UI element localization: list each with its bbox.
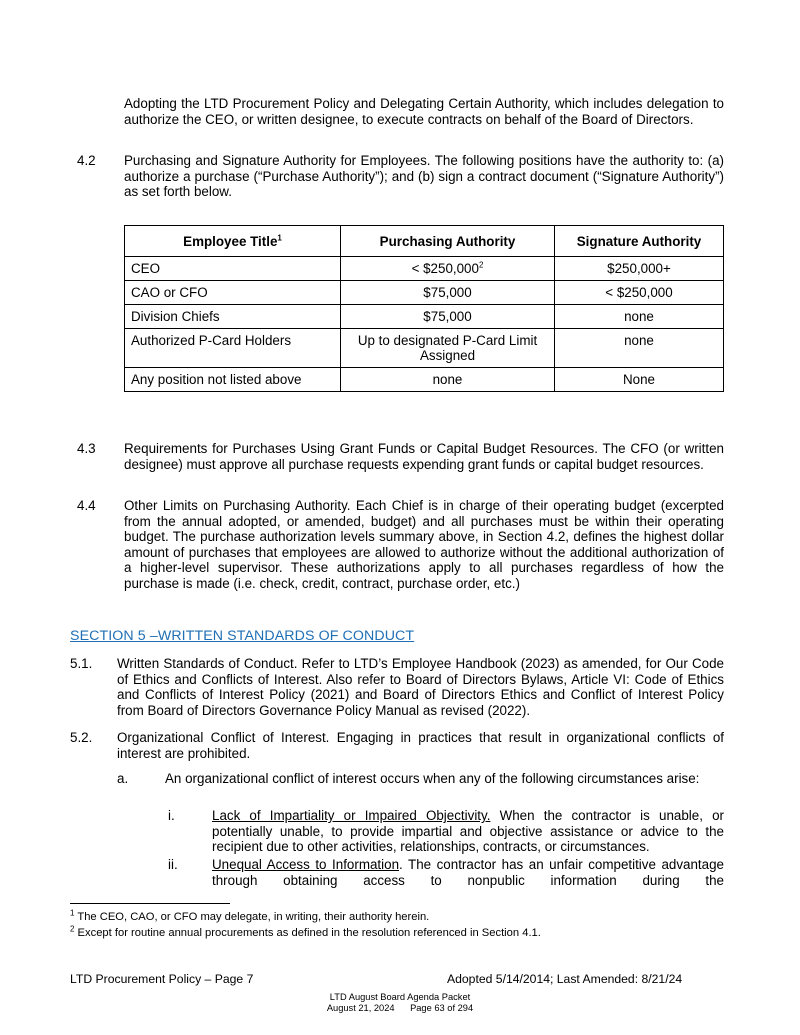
section-5-2-text: Organizational Conflict of Interest. Engaging in practices that result in organizational conflicts of interest are prohibited. [117, 730, 724, 761]
packet-line-1: LTD August Board Agenda Packet [329, 992, 471, 1002]
section-5-2-number: 5.2. [70, 730, 93, 745]
table-row [125, 305, 724, 329]
table-row [125, 368, 724, 392]
cell-purchasing: none [341, 368, 555, 392]
item-ii-text [212, 857, 724, 888]
header-employee-title: Employee Title$^1$ [125, 226, 341, 257]
cell-signature: $250,000+ [555, 257, 724, 281]
item-a-text: An organizational conflict of interest occurs when any of the following circumstances arise: [165, 771, 700, 786]
item-i-body: When the contractor is unable, or potentially unable, to provide impartial and objective assistance or advice to the recipient due to other activities, relationships, contracts, or circumstances. [212, 808, 724, 855]
cell-purchasing: $75,000 [341, 305, 555, 329]
footnote-ref-2: 2 [478, 260, 484, 270]
footnote-2: $^2$ Except for routine annual procurements as defined in the resolution referenced in Section 4.1. [70, 924, 541, 939]
header-signature-authority: Signature Authority [555, 226, 724, 257]
section-5-heading[interactable]: SECTION 5 –WRITTEN STANDARDS OF CONDUCT [70, 628, 415, 644]
packet-date: August 21, 2024 [326, 1003, 395, 1013]
section-4-4-text: Other Limits on Purchasing Authority. Each Chief is in charge of their operating budget (excerpted from the annual adopted, or amended, budget) and all purchases must be within their operating budget. The purchase authorization levels summary above, in Section 4.2, defines the highest dollar amount of purchases that employees are allowed to authorize without the additional authorization of a higher-level supervisor. These authorizations apply to all purchases regardless of how the purchase is made (i.e. check, credit, contract, purchase order, etc.) [124, 498, 724, 591]
header-purchasing-authority: Purchasing Authority [341, 226, 555, 257]
table-row [125, 329, 724, 368]
cell-signature: None [555, 368, 724, 392]
item-i-title: Lack of Impartiality or Impaired Objectivity. [212, 808, 491, 823]
cell-title: Authorized P-Card Holders [125, 329, 341, 368]
section-4-2-number: 4.2 [77, 153, 96, 168]
section-4-3-number: 4.3 [77, 441, 96, 456]
footnote-2-mark: 2 [70, 924, 75, 934]
item-ii-label: ii. [168, 857, 178, 872]
packet-line-2 [0, 1003, 800, 1014]
cell-signature: none [555, 329, 724, 368]
cell-purchasing: Up to designated P-Card Limit Assigned [341, 329, 555, 368]
item-a-label: a. [117, 771, 129, 786]
section-4-3-text: Requirements for Purchases Using Grant Funds or Capital Budget Resources. The CFO (or written designee) must approve all purchase requests expending grant funds or capital budget resources. [124, 441, 724, 472]
footer-right: Adopted 5/14/2014; Last Amended: 8/21/24 [447, 972, 683, 986]
cell-title: CEO [125, 257, 341, 281]
footnote-ref-1: 1 [277, 233, 282, 243]
cell-title: Any position not listed above [125, 368, 341, 392]
item-ii-body: . The contractor has an unfair competitive advantage through obtaining access to nonpublic information during the [212, 857, 724, 888]
packet-page: Page 63 of 294 [410, 1003, 474, 1013]
authority-table [124, 225, 724, 392]
cell-title: Division Chiefs [125, 305, 341, 329]
footer-left: LTD Procurement Policy – Page 7 [70, 972, 254, 986]
intro-paragraph: Adopting the LTD Procurement Policy and Delegating Certain Authority, which includes delegation to authorize the CEO, or written designee, to execute contracts on behalf of the Board of Directors. [124, 96, 724, 127]
cell-title: CAO or CFO [125, 281, 341, 305]
footnote-1-mark: 1 [70, 908, 75, 918]
footnote-divider [70, 903, 230, 904]
table-header-row [125, 226, 724, 257]
section-4-4-number: 4.4 [77, 498, 96, 513]
section-4-2-text: Purchasing and Signature Authority for Employees. The following positions have the authority to: (a) authorize a purchase (“Purchase Authority”); and (b) sign a contract document (“Signature Authority”) as set forth below. [124, 153, 724, 200]
footnote-1: $^1$ The CEO, CAO, or CFO may delegate, in writing, their authority herein. [70, 908, 430, 923]
section-5-1-number: 5.1. [70, 656, 93, 671]
item-i-label: i. [168, 808, 175, 823]
table-row [125, 281, 724, 305]
cell-signature: < $250,000 [555, 281, 724, 305]
cell-purchasing: < $\$250,000^2$ [341, 257, 555, 281]
section-5-1-text: Written Standards of Conduct. Refer to LTD’s Employee Handbook (2023) as amended, for Our Code of Ethics and Conflicts of Interest. Also refer to Board of Directors Bylaws, Article VI: Code of Ethics and Conflicts of Interest Policy (2021) and Board of Directors Ethics and Conflict of Interest Policy from Board of Directors Governance Policy Manual as revised (2022). [117, 656, 724, 718]
cell-signature: none [555, 305, 724, 329]
table-row [125, 257, 724, 281]
item-ii-title: Unequal Access to Information [212, 857, 400, 872]
item-i-text [212, 808, 724, 855]
cell-purchasing: $75,000 [341, 281, 555, 305]
